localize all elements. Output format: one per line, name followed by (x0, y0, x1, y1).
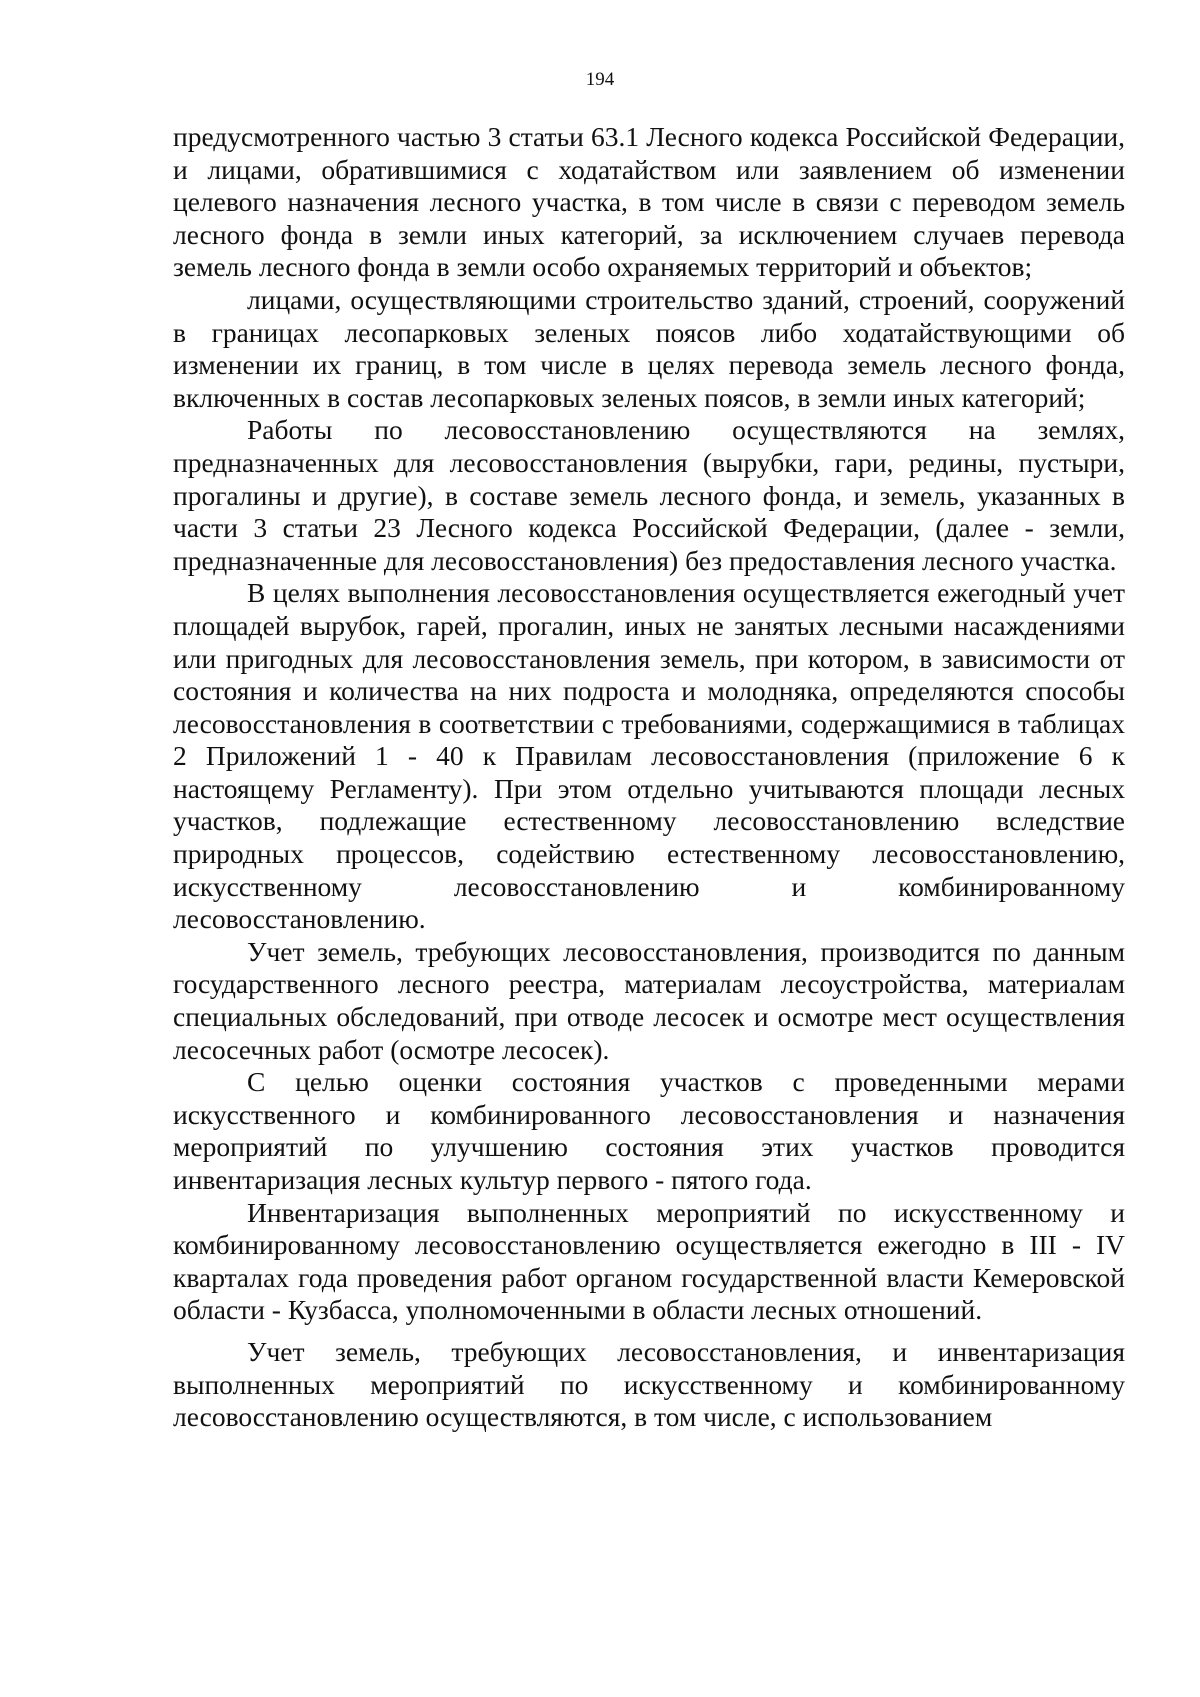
paragraph-land-accounting-sources: Учет земель, требующих лесовосстановления, производится по данным государственного лесного реестра, материалам лесоустройства, материалам специальных обследований, при отводе лесосек и осмотре мест осуществления лесосечных работ (осмотре лесосек). (173, 935, 1125, 1065)
paragraph-inventory: Инвентаризация выполненных мероприятий по искусственному и комбинированному лесовосстановлению осуществляется ежегодно в III - IV кварталах года проведения работ органом государственной власти Кемеровской области - Кузбасса, уполномоченными в области лесных отношений. (173, 1196, 1125, 1326)
paragraph-accounting-methods: Учет земель, требующих лесовосстановления, и инвентаризация выполненных мероприятий по искусственному и комбинированному лесовосстановлению осуществляются, в том числе, с использованием (173, 1335, 1125, 1433)
paragraph-continuation: предусмотренного частью 3 статьи 63.1 Лесного кодекса Российской Федерации, и лицами, обратившимися с ходатайством или заявлением об изменении целевого назначения лесного участка, в том числе в связи с переводом земель лесного фонда в земли иных категорий, за исключением случаев перевода земель лесного фонда в земли особо охраняемых территорий и объектов; (173, 121, 1125, 283)
paragraph-list-item: лицами, осуществляющими строительство зданий, строений, сооружений в границах лесопарковых зеленых поясов либо ходатайствующими об изменении их границ, в том числе в целях перевода земель лесного фонда, включенных в состав лесопарковых зеленых поясов, в земли иных категорий; (173, 283, 1125, 413)
paragraph-assessment: С целью оценки состояния участков с проведенными мерами искусственного и комбинированного лесовосстановления и назначения мероприятий по улучшению состояния этих участков проводится инвентаризация лесных культур первого - пятого года. (173, 1066, 1125, 1195)
paragraph-annual-accounting: В целях выполнения лесовосстановления осуществляется ежегодный учет площадей вырубок, гарей, прогалин, иных не занятых лесными насаждениями или пригодных для лесовосстановления земель, при котором, в зависимости от состояния и количества на них подроста и молодняка, определяются способы лесовосстановления в соответствии с требованиями, содержащимися в таблицах 2 Приложений 1 - 40 к Правилам лесовосстановления (приложение 6 к настоящему Регламенту). При этом отдельно учитываются площади лесных участков, подлежащие естественному лесовосстановлению вследствие природных процессов, содействию естественному лесовосстановлению, искусственному лесовосстановлению и комбинированному лесовосстановлению. (173, 577, 1125, 935)
paragraph-reforestation-lands: Работы по лесовосстановлению осуществляются на землях, предназначенных для лесовосстановления (вырубки, гари, редины, пустыри, прогалины и другие), в составе земель лесного фонда, и земель, указанных в части 3 статьи 23 Лесного кодекса Российской Федерации, (далее - земли, предназначенные для лесовосстановления) без предоставления лесного участка. (173, 414, 1125, 576)
page-number: 194 (585, 69, 615, 90)
document-body (173, 121, 1125, 1434)
